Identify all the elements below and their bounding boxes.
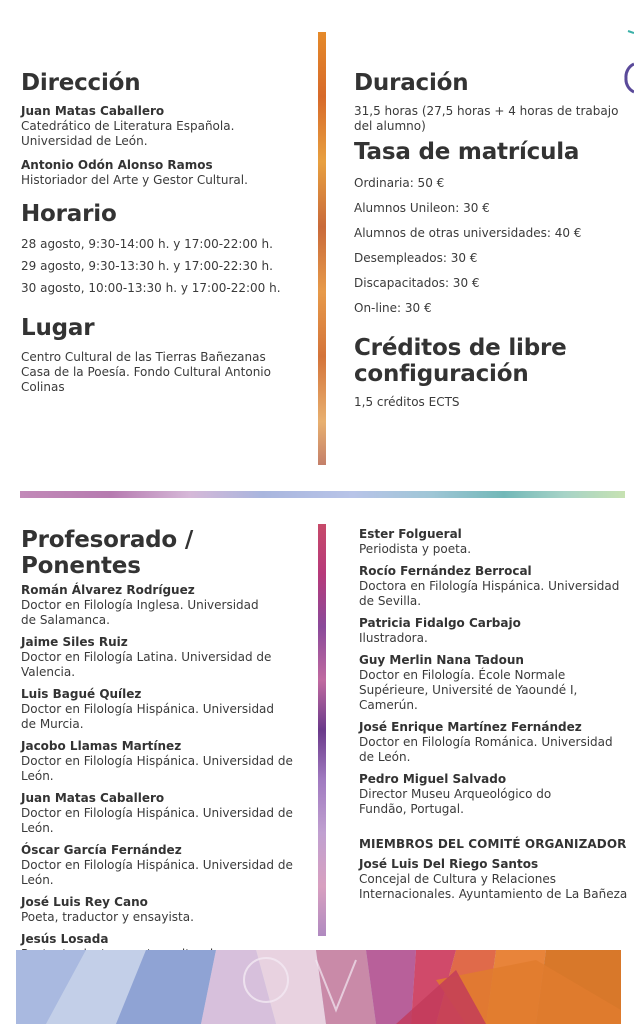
profesorado-right-column <box>359 527 629 909</box>
speaker-name: Patricia Fidalgo Carbajo <box>359 616 521 630</box>
tasa-line: On-line: 30 € <box>354 301 432 315</box>
speaker-entry <box>359 720 629 765</box>
speaker-name: Luis Bagué Quílez <box>21 687 142 701</box>
tasa-line: Alumnos Unileon: 30 € <box>354 201 490 215</box>
speaker-desc: Periodista y poeta. <box>359 542 472 556</box>
speaker-name: José Enrique Martínez Fernández <box>359 720 582 734</box>
decorative-vertical-stripe-bottom <box>318 524 326 936</box>
speaker-desc: Ilustradora. <box>359 631 428 645</box>
speaker-name: Jacobo Llamas Martínez <box>21 739 182 753</box>
speaker-name: Juan Matas Caballero <box>21 791 165 805</box>
section-title-profesorado: Profesorado / Ponentes <box>21 527 194 579</box>
section-title-horario: Horario <box>21 201 117 227</box>
speaker-entry <box>359 772 629 817</box>
speaker-desc: Poeta, traductor y ensayista. <box>21 910 194 924</box>
speaker-name: Jaime Siles Ruiz <box>21 635 128 649</box>
speaker-entry <box>21 583 313 628</box>
speaker-name: Ester Folgueral <box>359 527 462 541</box>
director-entry <box>21 104 301 149</box>
speaker-entry <box>21 843 313 888</box>
speaker-desc: Doctor en Filología Hispánica. Universidad de Murcia. <box>21 702 275 731</box>
speaker-entry <box>359 527 629 557</box>
decorative-vertical-stripe-top <box>318 32 326 465</box>
speaker-desc: Doctor en Filología Hispánica. Universidad de León. <box>21 806 293 835</box>
director-entry <box>21 158 301 188</box>
info-right-column <box>354 70 634 410</box>
horario-line: 28 agosto, 9:30-14:00 h. y 17:00-22:00 h. <box>21 237 273 251</box>
speaker-desc: Doctor en Filología Hispánica. Universidad de León. <box>21 858 293 887</box>
decorative-horizontal-band <box>20 491 625 498</box>
person-desc: Historiador del Arte y Gestor Cultural. <box>21 173 248 187</box>
member-name: José Luis Del Riego Santos <box>359 857 539 871</box>
speaker-entry <box>21 687 313 732</box>
speaker-desc: Doctora en Filología Hispánica. Universidad de Sevilla. <box>359 579 620 608</box>
creditos-text: 1,5 créditos ECTS <box>354 395 460 409</box>
tasa-line: Alumnos de otras universidades: 40 € <box>354 226 582 240</box>
horario-line: 30 agosto, 10:00-13:30 h. y 17:00-22:00 h. <box>21 281 281 295</box>
comite-member-entry <box>359 857 629 902</box>
section-title-lugar: Lugar <box>21 315 95 341</box>
speaker-entry <box>359 616 629 646</box>
person-desc: Catedrático de Literatura Española. Universidad de León. <box>21 119 235 148</box>
profesorado-left-column <box>21 527 313 1006</box>
speaker-name: Jesús Losada <box>21 932 109 946</box>
person-name: Antonio Odón Alonso Ramos <box>21 158 213 172</box>
tasa-line: Discapacitados: 30 € <box>354 276 480 290</box>
lugar-line: Casa de la Poesía. Fondo Cultural Antonio Colinas <box>21 365 271 394</box>
info-left-column <box>21 70 301 395</box>
tasa-line: Ordinaria: 50 € <box>354 176 445 190</box>
tasa-line: Desempleados: 30 € <box>354 251 478 265</box>
speaker-entry <box>359 564 629 609</box>
comite-title: MIEMBROS DEL COMITÉ ORGANIZADOR <box>359 837 627 851</box>
speaker-entry <box>21 635 313 680</box>
section-title-direccion: Dirección <box>21 70 141 96</box>
speaker-desc: Doctor en Filología Hispánica. Universidad de León. <box>21 754 293 783</box>
speaker-desc: Doctor en Filología Inglesa. Universidad de Salamanca. <box>21 598 259 627</box>
speaker-name: Rocío Fernández Berrocal <box>359 564 532 578</box>
speaker-name: Pedro Miguel Salvado <box>359 772 507 786</box>
duracion-text: 31,5 horas (27,5 horas + 4 horas de trabajo del alumno) <box>354 104 619 133</box>
speaker-entry <box>21 739 313 784</box>
speaker-name: Óscar García Fernández <box>21 843 182 857</box>
speaker-desc: Doctor en Filología Latina. Universidad de Valencia. <box>21 650 272 679</box>
speaker-name: José Luis Rey Cano <box>21 895 148 909</box>
speaker-name: Guy Merlin Nana Tadoun <box>359 653 524 667</box>
speaker-desc: Doctor en Filología Románica. Universidad de León. <box>359 735 613 764</box>
lugar-line: Centro Cultural de las Tierras Bañezanas <box>21 350 266 364</box>
member-desc: Concejal de Cultura y Relaciones Internacionales. Ayuntamiento de La Bañeza <box>359 872 628 901</box>
speaker-entry <box>21 791 313 836</box>
speaker-name: Román Álvarez Rodríguez <box>21 583 195 597</box>
speaker-entry <box>359 653 629 713</box>
speaker-desc: Doctor en Filología. École Normale Supérieure, Université de Yaoundé I, Camerún. <box>359 668 578 712</box>
section-title-creditos: Créditos de libre configuración <box>354 335 567 387</box>
section-title-duracion: Duración <box>354 70 469 96</box>
speaker-entry <box>21 895 313 925</box>
decorative-mosaic-banner <box>16 950 621 1024</box>
section-title-tasa: Tasa de matrícula <box>354 139 580 165</box>
speaker-desc: Director Museu Arqueológico do Fundão, Portugal. <box>359 787 552 816</box>
horario-line: 29 agosto, 9:30-13:30 h. y 17:00-22:30 h. <box>21 259 273 273</box>
person-name: Juan Matas Caballero <box>21 104 165 118</box>
